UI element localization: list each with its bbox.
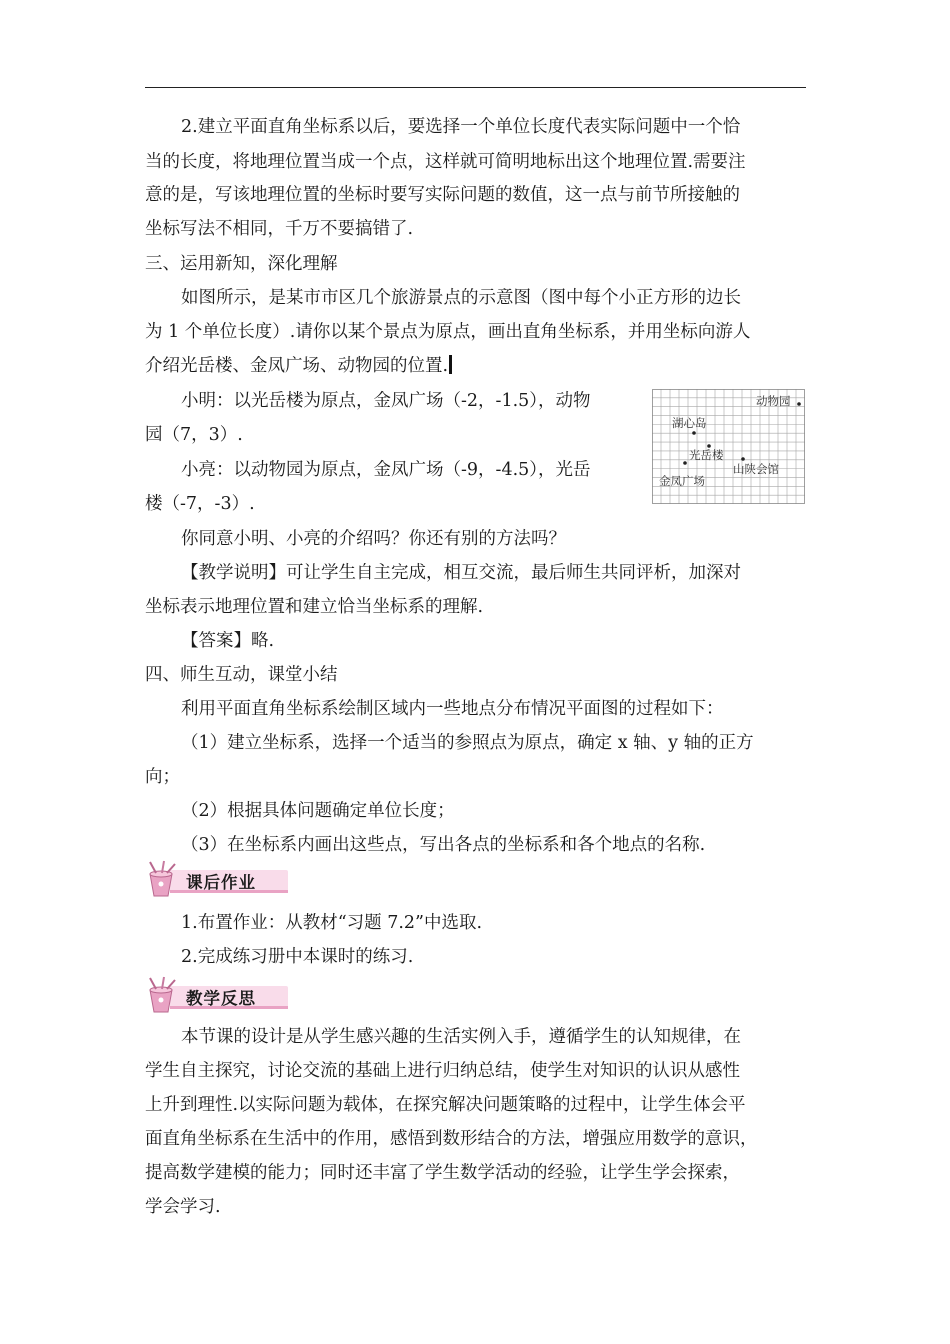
xiaoming-text: 园（7，3）. — [145, 425, 243, 445]
map-label-lake-island: 湖心岛 — [672, 416, 707, 430]
homework-item: 2.完成练习册中本课时的练习. — [181, 947, 414, 967]
reflection-text: 上升到理性.以实际问题为载体，在探究解决问题策略的过程中，让学生体会平 — [145, 1095, 746, 1115]
paragraph-text: 意的是，写该地理位置的坐标时要写实际问题的数值，这一点与前节所接触的 — [145, 185, 740, 205]
question-text: 你同意小明、小亮的介绍吗？你还有别的方法吗？ — [181, 529, 566, 549]
step-text: （2）根据具体问题确定单位长度； — [181, 801, 455, 821]
map-point-shanshan-hall — [741, 457, 745, 461]
reflection-title: 教学反思 — [186, 989, 256, 1008]
step-text: （1）建立坐标系，选择一个适当的参照点为原点，确定 x 轴、y 轴的正方 — [181, 733, 754, 753]
homework-banner — [142, 860, 292, 900]
teaching-note: 【教学说明】可让学生自主完成，相互交流，最后师生共同评析，加深对 — [181, 563, 741, 583]
map-point-guangyue-tower — [707, 444, 711, 448]
reflection-text: 本节课的设计是从学生感兴趣的生活实例入手，遵循学生的认知规律，在 — [181, 1027, 741, 1047]
step-text: 向； — [145, 767, 180, 787]
step-text: （3）在坐标系内画出这些点，写出各点的坐标系和各个地点的名称. — [181, 835, 706, 855]
homework-title: 课后作业 — [186, 873, 256, 892]
paragraph-text: 如图所示，是某市市区几个旅游景点的示意图（图中每个小正方形的边长 — [181, 288, 741, 308]
map-grid — [652, 389, 805, 504]
homework-item: 1.布置作业：从教材“习题 7.2”中选取. — [181, 913, 483, 933]
header-rule — [145, 87, 806, 88]
answer-text: 【答案】略. — [181, 631, 275, 651]
map-point-lake-island — [692, 431, 696, 435]
paragraph-text: 为 1 个单位长度）.请你以某个景点为原点，画出直角坐标系，并用坐标向游人 — [145, 322, 751, 342]
reflection-text: 面直角坐标系在生活中的作用，感悟到数形结合的方法，增强应用数学的意识， — [145, 1129, 758, 1149]
paragraph-text — [145, 355, 452, 377]
map-label-jinfeng-square: 金凤广场 — [659, 474, 705, 488]
paragraph-text: 坐标写法不相同，千万不要搞错了. — [145, 219, 414, 239]
section-title: 三、运用新知，深化理解 — [145, 254, 338, 274]
paragraph-text: 2.建立平面直角坐标系以后，要选择一个单位长度代表实际问题中一个恰 — [181, 117, 741, 137]
teaching-note: 坐标表示地理位置和建立恰当坐标系的理解. — [145, 597, 484, 617]
map-point-zoo — [797, 402, 801, 406]
paragraph-text: 当的长度，将地理位置当成一个点，这样就可简明地标出这个地理位置.需要注 — [145, 152, 746, 172]
map-label-zoo: 动物园 — [756, 394, 791, 408]
reflection-banner — [142, 976, 292, 1016]
map-label-guangyue-tower: 光岳楼 — [689, 448, 724, 462]
map-point-jinfeng-square — [683, 461, 687, 465]
scenic-map-figure — [652, 389, 805, 504]
reflection-text: 提高数学建模的能力；同时还丰富了学生数学活动的经验，让学生学会探索， — [145, 1163, 740, 1183]
xiaoliang-text: 小亮：以动物园为原点，金凤广场（-9，-4.5），光岳 — [181, 460, 591, 480]
text-cursor — [449, 355, 452, 374]
map-label-shanshan-hall: 山陕会馆 — [733, 462, 779, 476]
reflection-text: 学生自主探究，讨论交流的基础上进行归纳总结，使学生对知识的认识从感性 — [145, 1061, 740, 1081]
paragraph-text: 利用平面直角坐标系绘制区域内一些地点分布情况平面图的过程如下： — [181, 699, 724, 719]
section-title: 四、师生互动，课堂小结 — [145, 665, 338, 685]
paragraph-text-inner: 介绍光岳楼、金凤广场、动物园的位置. — [145, 356, 449, 376]
reflection-text: 学会学习. — [145, 1197, 221, 1217]
xiaoliang-text: 楼（-7，-3）. — [145, 494, 255, 514]
xiaoming-text: 小明：以光岳楼为原点，金凤广场（-2，-1.5），动物 — [181, 391, 591, 411]
